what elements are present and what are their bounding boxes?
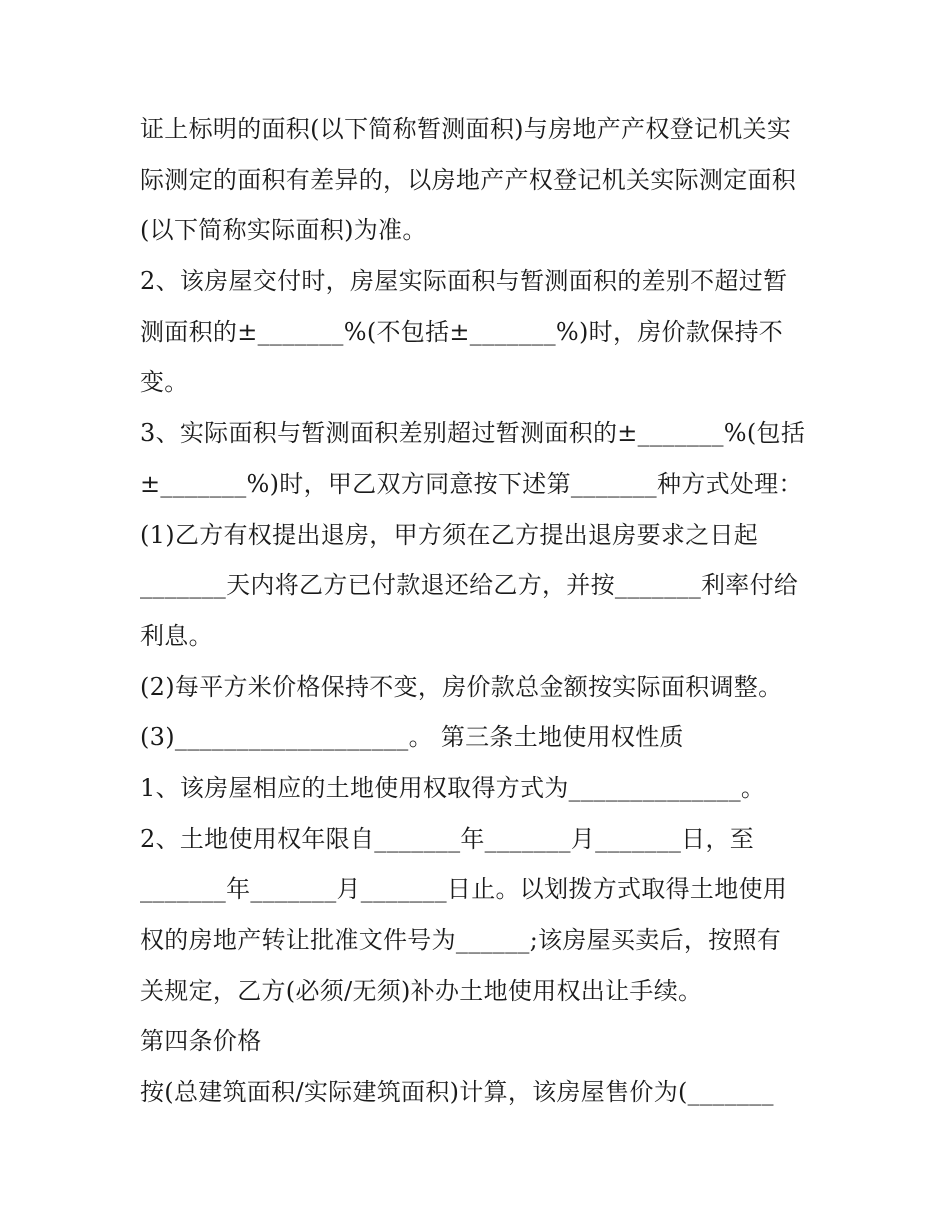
text-line: 2、该房屋交付时，房屋实际面积与暂测面积的差别不超过暂 [140,267,788,295]
text-line: ±_______%)时，甲乙双方同意按下述第_______种方式处理： [140,470,803,498]
text-line: (3)___________________。 第三条土地使用权性质 [140,723,684,751]
text-line: (2)每平方米价格保持不变，房价款总金额按实际面积调整。 [140,673,783,701]
text-line: 按(总建筑面积/实际建筑面积)计算，该房屋售价为(_______ [140,1078,774,1106]
text-line: 利息。 [140,622,213,650]
text-line: 3、实际面积与暂测面积差别超过暂测面积的±_______%(包括 [140,419,806,447]
text-line: 2、土地使用权年限自_______年_______月_______日，至 [140,825,755,853]
text-line: _______年_______月_______日止。以划拨方式取得土地使用 [140,875,788,903]
text-line: 际测定的面积有差异的，以房地产产权登记机关实际测定面积 [140,166,797,194]
text-line: (1)乙方有权提出退房，甲方须在乙方提出退房要求之日起 [140,521,759,549]
text-line: 变。 [140,368,189,396]
section-heading: 第四条价格 [140,1027,262,1055]
text-line: _______天内将乙方已付款退还给乙方，并按_______利率付给 [140,571,799,599]
text-line: 证上标明的面积(以下简称暂测面积)与房地产产权登记机关实 [140,115,792,143]
text-line: 权的房地产转让批准文件号为______;该房屋买卖后，按照有 [140,926,782,954]
text-line: 1、该房屋相应的土地使用权取得方式为______________。 [140,774,766,802]
text-line: (以下简称实际面积)为准。 [140,216,427,244]
text-line: 测面积的±_______%(不包括±_______%)时，房价款保持不 [140,318,784,346]
text-line: 关规定，乙方(必须/无须)补办土地使用权出让手续。 [140,977,703,1005]
